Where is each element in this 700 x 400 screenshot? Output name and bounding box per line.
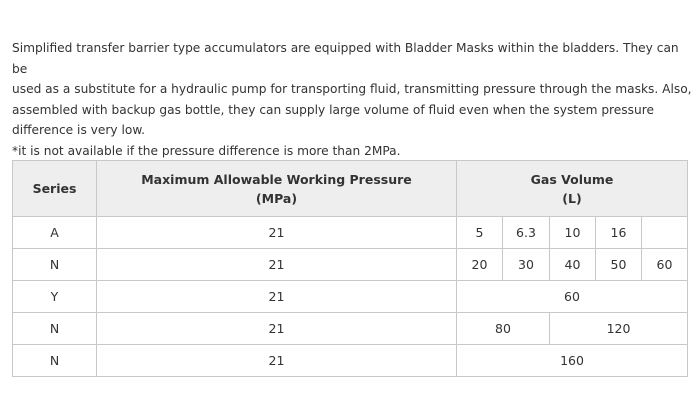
series-cell: A xyxy=(13,217,97,249)
series-cell: N xyxy=(13,345,97,377)
volume-cell: 160 xyxy=(457,345,688,377)
volume-cell xyxy=(642,217,688,249)
series-cell: N xyxy=(13,249,97,281)
table-row xyxy=(13,217,688,249)
series-cell: Y xyxy=(13,281,97,313)
table-header-row xyxy=(13,161,688,217)
table-row xyxy=(13,281,688,313)
volume-cell: 30 xyxy=(503,249,550,281)
pressure-header xyxy=(97,161,457,217)
intro-text xyxy=(12,38,692,162)
volume-cell: 10 xyxy=(550,217,596,249)
volume-cell: 40 xyxy=(550,249,596,281)
pressure-header-unit: (MPa) xyxy=(255,190,298,206)
volume-header-unit: (L) xyxy=(562,190,582,206)
pressure-cell: 21 xyxy=(97,313,457,345)
pressure-header-title: Maximum Allowable Working Pressure xyxy=(141,171,412,187)
table-row xyxy=(13,345,688,377)
series-header: Series xyxy=(13,161,97,217)
volume-cell: 80 xyxy=(457,313,550,345)
spec-table xyxy=(12,160,688,377)
intro-line: used as a substitute for a hydraulic pump for transporting fluid, transmitting pressure through the masks. Also, xyxy=(12,82,692,97)
volume-cell: 16 xyxy=(596,217,642,249)
volume-cell: 60 xyxy=(642,249,688,281)
intro-line: Simplified transfer barrier type accumulators are equipped with Bladder Masks within the bladders. They can be xyxy=(12,41,679,76)
volume-cell: 120 xyxy=(550,313,688,345)
pressure-cell: 21 xyxy=(97,249,457,281)
pressure-cell: 21 xyxy=(97,217,457,249)
series-cell: N xyxy=(13,313,97,345)
pressure-cell: 21 xyxy=(97,281,457,313)
volume-header xyxy=(457,161,688,217)
pressure-cell: 21 xyxy=(97,345,457,377)
volume-cell: 50 xyxy=(596,249,642,281)
table-row xyxy=(13,249,688,281)
intro-line: assembled with backup gas bottle, they can supply large volume of fluid even when the system pressure xyxy=(12,102,654,117)
intro-line: difference is very low. xyxy=(12,123,146,138)
intro-note: *it is not available if the pressure difference is more than 2MPa. xyxy=(12,143,401,158)
volume-cell: 5 xyxy=(457,217,503,249)
volume-cell: 6.3 xyxy=(503,217,550,249)
table-row xyxy=(13,313,688,345)
volume-header-title: Gas Volume xyxy=(530,171,614,187)
volume-cell: 20 xyxy=(457,249,503,281)
volume-cell: 60 xyxy=(457,281,688,313)
